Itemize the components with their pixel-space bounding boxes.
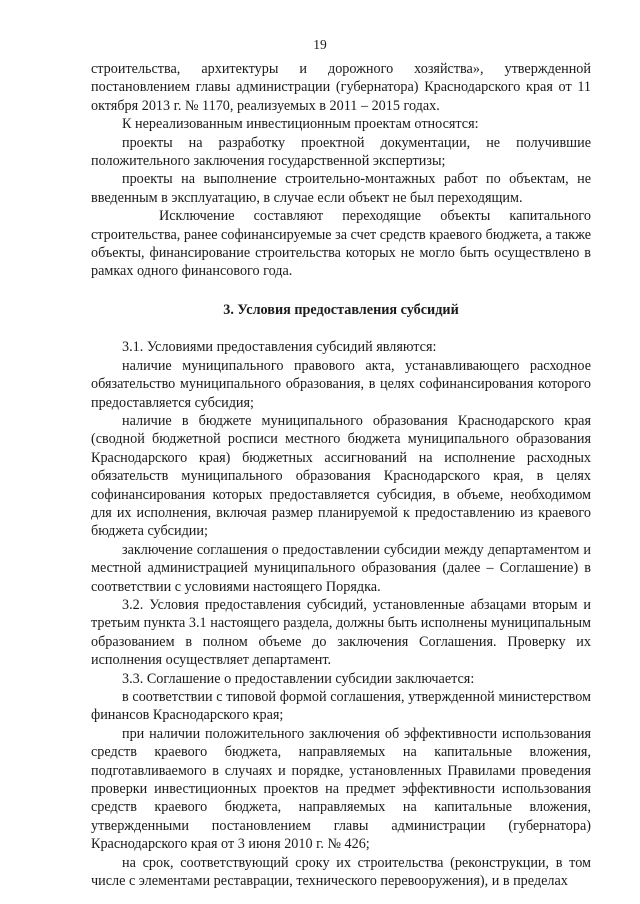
section-heading: 3. Условия предоставления субсидий xyxy=(223,301,459,318)
paragraph-exception: Исключение составляют переходящие объекты капитального строительства, ранее софинансируемые за счет средств краевого бюджета, а также объекты, финансирование строительства которых не могло быть осуществлено в рамках одного финансового года. xyxy=(91,208,591,280)
document-body xyxy=(91,60,591,890)
paragraph-standard-form: в соответствии с типовой формой соглашения, утвержденной министерством финансов Краснодарского края; xyxy=(91,689,591,724)
paragraph-positive-conclusion: при наличии положительного заключения об эффективности использования средств краевого бюджета, направляемых на капитальные вложения, подготавливаемого в случаях и порядке, установленных Правилами проведения проверки инвестиционных проектов на предмет эффективности использования средств краевого бюджета, направляемых на капитальные вложения, утвержденными постановлением главы администрации (губернатора) Краснодарского края от 3 июня 2010 г. № 426; xyxy=(91,725,591,853)
paragraph-unrealized-projects-intro: К нереализованным инвестиционным проектам относятся: xyxy=(122,116,479,133)
paragraph-3-2: 3.2. Условия предоставления субсидий, установленные абзацами вторым и третьим пункта 3.1 настоящего раздела, должны быть исполнены муниципальным образованием в полном объеме до заключения Соглашения. Проверку их исполнения осуществляет департамент. xyxy=(91,596,591,669)
paragraph-construction-projects: проекты на выполнение строительно-монтажных работ по объектам, не введенным в эксплуатацию, в случае если объект не был переходящим. xyxy=(91,171,591,206)
paragraph-legal-act: наличие муниципального правового акта, устанавливающего расходное обязательство муниципального образования, в целях софинансирования которого предоставляется субсидия; xyxy=(91,357,591,411)
paragraph-design-projects: проекты на разработку проектной документации, не получившие положительного заключения государственной экспертизы; xyxy=(91,134,591,170)
paragraph-budget-allocations: наличие в бюджете муниципального образования Краснодарского края (сводной бюджетной росписи местного бюджета муниципального образования Краснодарского края) бюджетных ассигнований на исполнение расходных обязательств муниципального образования Краснодарского края, в целях софинансирования которых предоставляется субсидия, в объеме, необходимом для их исполнения, включая размер планируемой к предоставлению из краевого бюджета субсидии; xyxy=(91,412,591,540)
paragraph-agreement-conclusion: заключение соглашения о предоставлении субсидии между департаментом и местной администрацией муниципального образования (далее – Соглашение) в соответствии с условиями настоящего Порядка. xyxy=(91,541,591,595)
paragraph-term: на срок, соответствующий сроку их строительства (реконструкции, в том числе с элементами реставрации, технического перевооружения), и в пределах xyxy=(91,854,591,890)
paragraph-3-3: 3.3. Соглашение о предоставлении субсидии заключается: xyxy=(122,670,475,687)
page-number: 19 xyxy=(313,37,327,52)
paragraph-3-1: 3.1. Условиями предоставления субсидий являются: xyxy=(122,339,437,356)
paragraph-continuation: строительства, архитектуры и дорожного хозяйства», утвержденной постановлением главы администрации (губернатора) Краснодарского края от 11 октября 2013 г. № 1170, реализуемых в 2011 – 2015 годах. xyxy=(91,61,591,114)
